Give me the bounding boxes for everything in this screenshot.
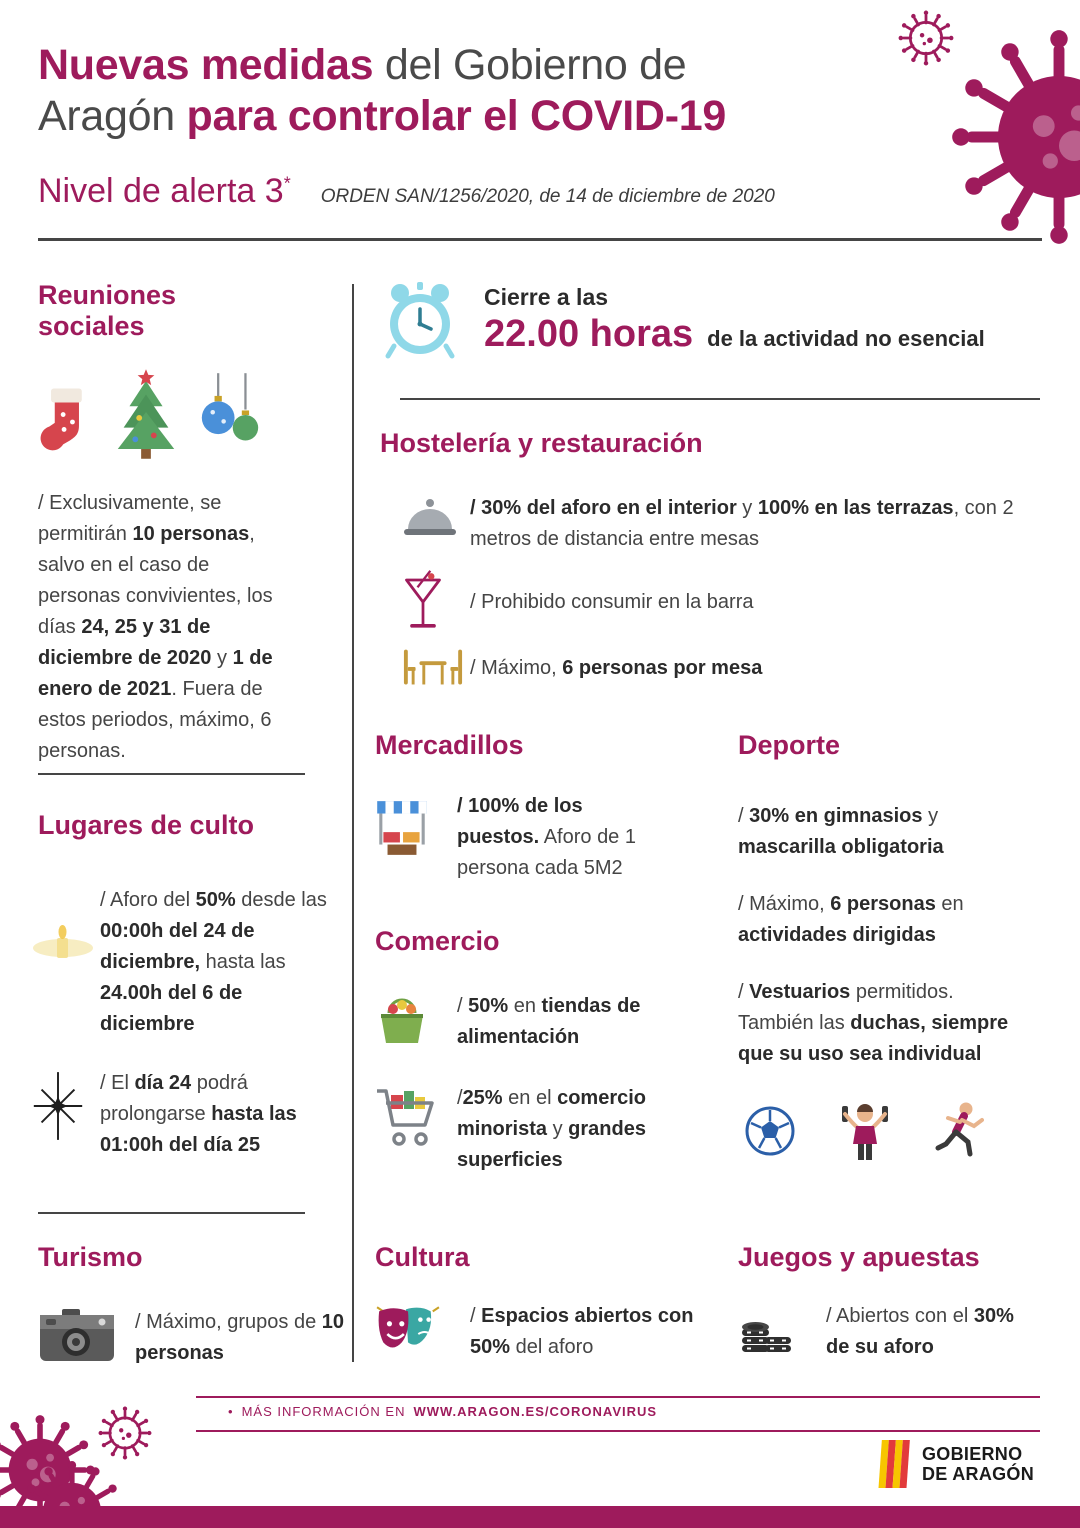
- turismo-title: Turismo: [38, 1242, 143, 1272]
- comercio-title: Comercio: [375, 926, 500, 956]
- order-reference: ORDEN SAN/1256/2020, de 14 de diciembre de 2020: [320, 186, 775, 207]
- footer-info-url[interactable]: WWW.ARAGON.ES/CORONAVIRUS: [413, 1404, 658, 1419]
- title-gray-1: del Gobierno de: [373, 41, 687, 89]
- section-cultura: [375, 1242, 705, 1363]
- deporte-title: Deporte: [738, 730, 841, 760]
- title-accent-2: para controlar el COVID-19: [186, 92, 726, 140]
- footer-divider-top: [196, 1396, 1040, 1398]
- virus-icon: [950, 28, 1080, 246]
- bullet-icon: •: [228, 1404, 234, 1419]
- footer-divider-bottom: [196, 1430, 1040, 1432]
- cultura-title: Cultura: [375, 1242, 470, 1272]
- section-comercio: [375, 926, 705, 1176]
- reuniones-title: Reuniones sociales: [38, 280, 177, 341]
- deporte-text-1: / 30% en gimnasios y mascarilla obligatoria: [738, 805, 944, 858]
- deporte-text-2: / Máximo, 6 personas en actividades dirigidas: [738, 893, 964, 946]
- ornaments-icon: [200, 368, 260, 462]
- alert-row: [38, 172, 775, 211]
- alert-level: Nivel de alerta 3*: [38, 172, 291, 210]
- header-divider: [38, 238, 1042, 241]
- section-deporte: [738, 730, 1040, 1162]
- section-mercadillos: [375, 730, 695, 884]
- football-icon: [744, 1105, 796, 1157]
- star-icon: [28, 1070, 88, 1142]
- shopping-cart-icon: [375, 1087, 435, 1153]
- closure-icon-cell: [380, 280, 484, 360]
- closure-prefix: Cierre a las: [484, 284, 609, 310]
- section-culto: [38, 810, 338, 1161]
- footer-info: [228, 1404, 657, 1419]
- juegos-icon-cell: [738, 1301, 826, 1359]
- closure-suffix: de la actividad no esencial: [707, 326, 985, 351]
- candle-glow-icon: [30, 922, 96, 970]
- culto-text-2: / El día 24 podrá prolongarse hasta las 01:00h del día 25: [100, 1072, 297, 1156]
- virus-outline-icon: [898, 10, 954, 66]
- juegos-title: Juegos y apuestas: [738, 1242, 980, 1272]
- comercio-text-1: / 50% en tiendas de alimentación: [457, 995, 641, 1048]
- food-basket-icon: [375, 991, 429, 1047]
- hosteleria-icon-cell-3: [402, 647, 470, 689]
- section-hosteleria: [380, 428, 1048, 689]
- title-accent-1: Nuevas medidas: [38, 41, 374, 89]
- dumbbells-icon: [838, 1100, 892, 1162]
- mercadillos-text: / 100% de los puestos. Aforo de 1 persona cada 5M2: [457, 795, 636, 879]
- footer-info-text: MÁS INFORMACIÓN EN: [241, 1404, 406, 1419]
- bottom-bar: [0, 1506, 1080, 1528]
- alarm-clock-icon: [380, 280, 460, 360]
- closure-time: 22.00 horas: [484, 313, 694, 355]
- left-divider-2: [38, 1212, 305, 1214]
- mercadillos-icon-cell: [375, 791, 457, 859]
- alert-asterisk: *: [283, 173, 291, 194]
- turismo-text: / Máximo, grupos de 10 personas: [135, 1311, 344, 1364]
- christmas-tree-icon: [110, 366, 182, 462]
- hosteleria-text-2: / Prohibido consumir en la barra: [470, 590, 754, 613]
- deporte-text-3: / Vestuarios permitidos. También las duchas, siempre que su uso sea individual: [738, 981, 1009, 1065]
- market-stall-icon: [375, 797, 429, 859]
- comercio-icon-cell-1: [375, 991, 457, 1047]
- comercio-text-2: /25% en el comercio minorista y grandes superficies: [457, 1087, 647, 1171]
- cocktail-icon: [402, 569, 444, 635]
- title-gray-2: Aragón: [38, 92, 187, 140]
- section-turismo: [38, 1242, 350, 1369]
- culto-text-1: / Aforo del 50% desde las 00:00h del 24 de diciembre, hasta las 24.00h del 6 de diciembre: [100, 889, 327, 1035]
- stocking-icon: [38, 382, 92, 462]
- reuniones-text: / Exclusivamente, se permitirán 10 personas, salvo en el caso de personas convivientes, los días 24, 25 y 31 de diciembre de 2020 y 1 de enero de 2021. Fuera de estos periodos, máximo, 6 personas.: [38, 492, 273, 762]
- aragon-flag-icon: [876, 1438, 912, 1490]
- left-divider-1: [38, 773, 305, 775]
- cultura-text: / Espacios abiertos con 50% del aforo: [470, 1305, 694, 1358]
- cultura-icon-cell: [375, 1301, 470, 1361]
- camera-icon: [38, 1307, 116, 1365]
- cloche-icon: [402, 497, 458, 543]
- poker-chips-icon: [738, 1303, 794, 1359]
- hosteleria-title: Hostelería y restauración: [380, 428, 703, 458]
- hosteleria-text-1: / 30% del aforo en el interior y 100% en las terrazas, con 2 metros de distancia entre mesas: [470, 497, 1014, 550]
- logo-text-line-2: DE ARAGÓN: [922, 1464, 1035, 1484]
- logo-text-line-1: GOBIERNO: [922, 1444, 1023, 1464]
- theater-masks-icon: [375, 1303, 441, 1361]
- column-divider: [352, 284, 354, 1362]
- culto-title: Lugares de culto: [38, 810, 255, 840]
- comercio-icon-cell-2: [375, 1083, 457, 1153]
- sport-icons: [738, 1100, 1040, 1162]
- section-juegos: [738, 1242, 1040, 1363]
- virus-outline-icon: [98, 1406, 152, 1460]
- hosteleria-icon-cell-2: [402, 569, 470, 635]
- turismo-icon-cell: [38, 1307, 135, 1365]
- gobierno-aragon-logo: [876, 1438, 1034, 1490]
- closure-divider: [400, 398, 1040, 400]
- section-closure: [380, 280, 1040, 360]
- hosteleria-text-3: / Máximo, 6 personas por mesa: [470, 656, 763, 679]
- section-reuniones: [38, 280, 290, 767]
- runner-icon: [934, 1100, 984, 1162]
- juegos-text: / Abiertos con el 30% de su aforo: [826, 1305, 1014, 1358]
- logo-text: [922, 1444, 1034, 1484]
- christmas-decorations: [38, 362, 290, 462]
- mercadillos-title: Mercadillos: [375, 730, 524, 760]
- hosteleria-icon-cell-1: [402, 493, 470, 543]
- page-title: [38, 40, 726, 142]
- table-chairs-icon: [402, 647, 464, 689]
